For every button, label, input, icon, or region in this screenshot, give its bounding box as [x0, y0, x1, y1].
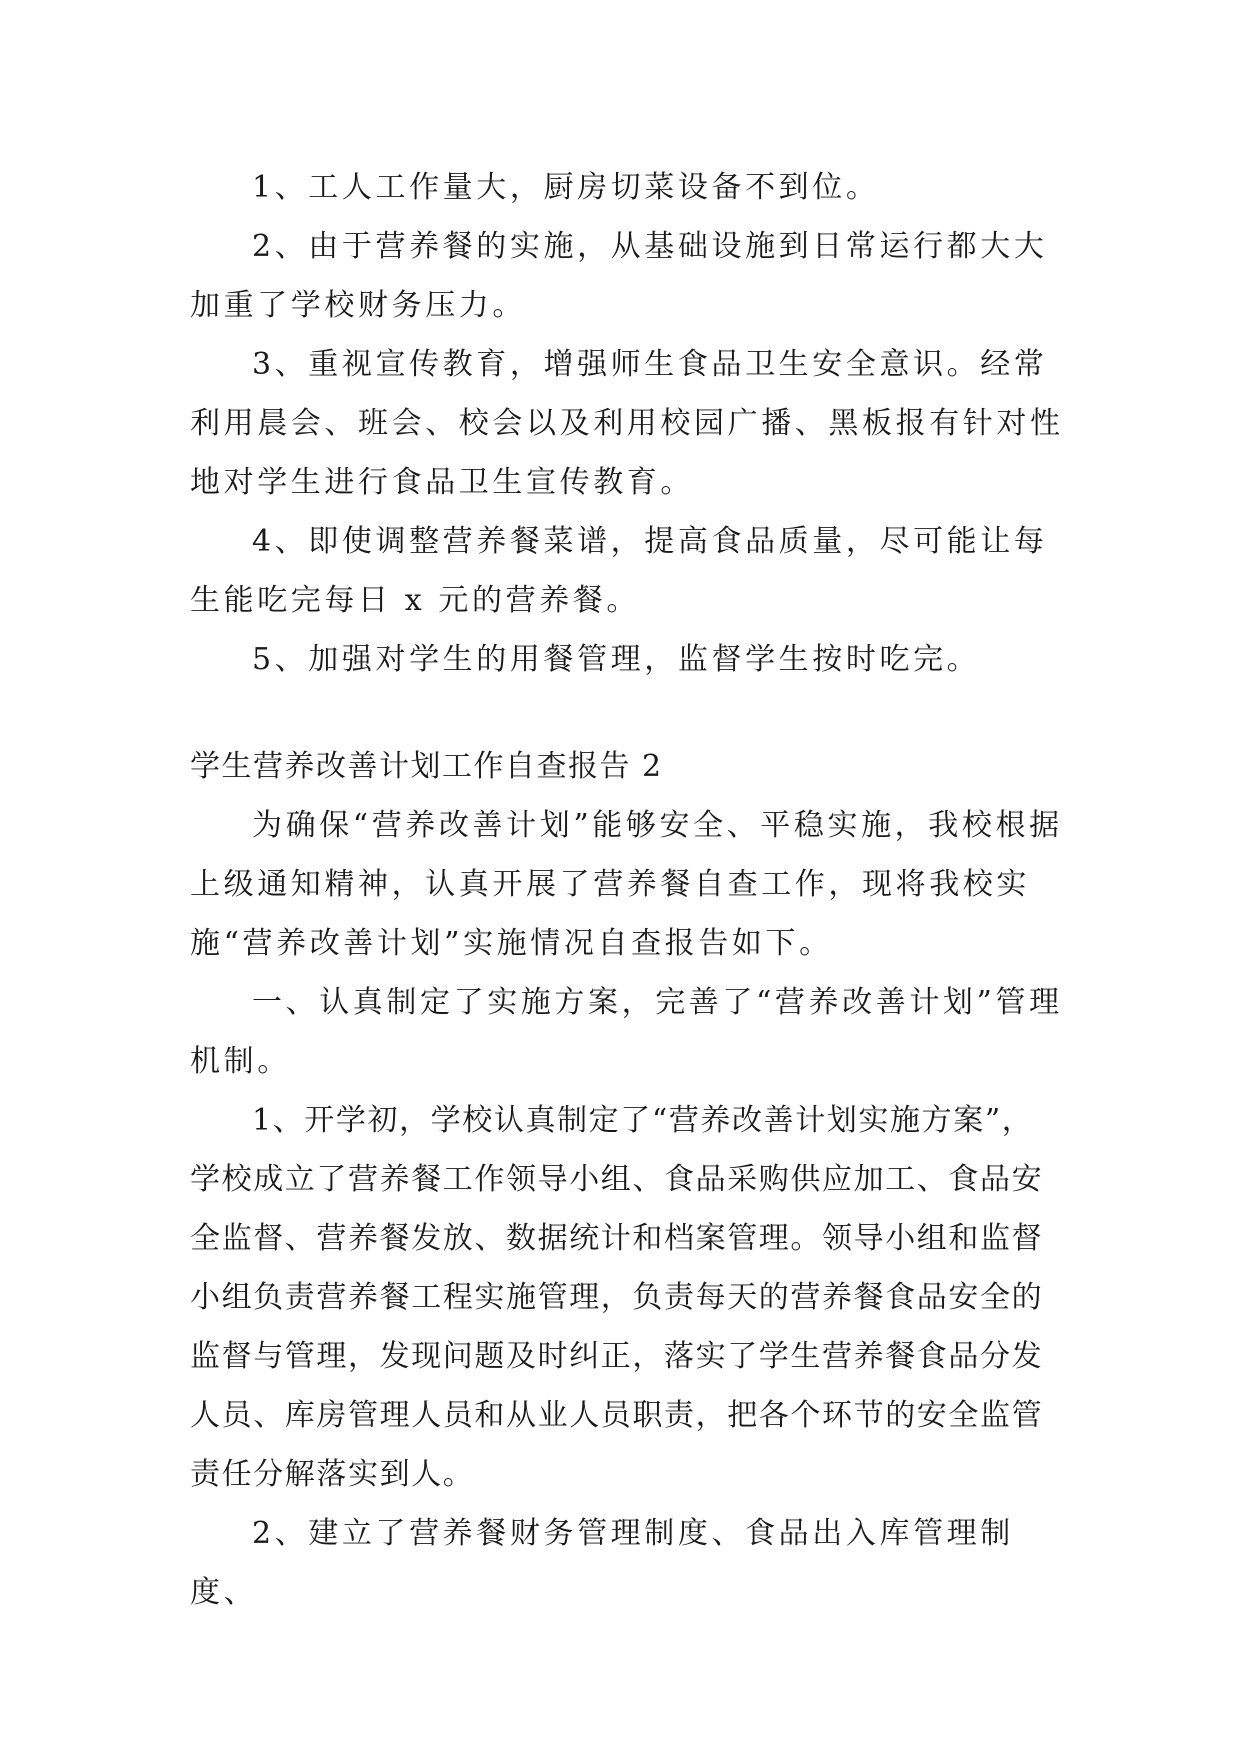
section-one-paragraph: 一、认真制定了实施方案，完善了“营养改善计划”管理机制。 [190, 985, 1063, 1079]
paragraph-item-1: 1、工人工作量大，厨房切菜设备不到位。 [252, 170, 880, 205]
section-heading: 学生营养改善计划工作自查报告 2 [190, 749, 663, 784]
paragraph-item-2: 2、由于营养餐的实施，从基础设施到日常运行都大大加重了学校财务压力。 [190, 229, 1048, 323]
item-two-paragraph: 2、建立了营养餐财务管理制度、食品出入库管理制度、 [190, 1516, 1014, 1610]
intro-paragraph: 为确保“营养改善计划”能够安全、平稳实施，我校根据上级通知精神，认真开展了营养餐自查工作，现将我校实施“营养改善计划”实施情况自查报告如下。 [190, 808, 1063, 961]
item-one-paragraph: 1、开学初，学校认真制定了“营养改善计划实施方案”， 学校成立了营养餐工作领导小组、食品采购供应加工、食品安全监督、营养餐发放、数据统计和档案管理。领导小组和监督小组负责营养餐工程实施管理，负责每天的营养餐食品安全的监督与管理，发现问题及时纠正，落实了学生营养餐食品分发人员、库房管理人员和从业人员职责，把各个环节的安全监管责任分解落实到人。 [190, 1103, 1044, 1492]
paragraph-item-4: 4、即使调整营养餐菜谱，提高食品质量，尽可能让每生能吃完每日 x 元的营养餐。 [190, 524, 1048, 618]
paragraph-item-3: 3、重视宣传教育，增强师生食品卫生安全意识。经常利用晨会、班会、校会以及利用校园广播、黑板报有针对性地对学生进行食品卫生宣传教育。 [190, 347, 1064, 500]
document-body [190, 158, 1070, 1622]
paragraph-item-5: 5、加强对学生的用餐管理，监督学生按时吃完。 [252, 642, 981, 677]
